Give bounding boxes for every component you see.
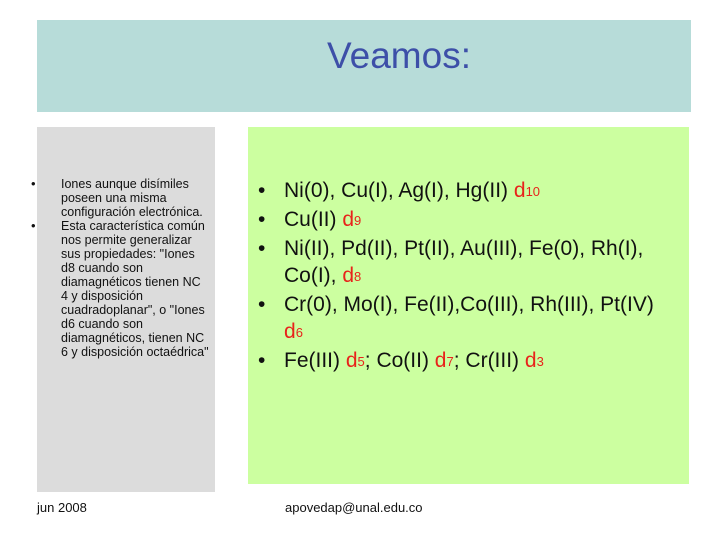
d-electron-label: $d_9$ [342, 208, 362, 231]
ion-list-text: Ni(II), Pd(II), Pt(II), Au(III), Fe(0), Rh(I), Co(I), [284, 237, 644, 287]
d-electron-count: 10 [525, 184, 541, 199]
left-bullet-text: Esta característica común nos permite generalizar sus propiedades: "Iones d8 cuando son diamagnéticos tienen NC 4 y disposición cuadradoplanar", o "Iones d6 cuando son diamagnéticos, tienen NC 6 y disposición octaédrica" [61, 219, 209, 359]
d-electron-label: $d_{10}$ [513, 179, 541, 202]
ion-list-text: Cu(II) [284, 208, 337, 231]
d-electron-count: 7 [446, 354, 454, 369]
d-electron-count: 8 [354, 269, 362, 284]
left-panel [31, 127, 215, 492]
bullet-icon: • [31, 218, 36, 233]
d-electron-label: $d_8$ [342, 264, 362, 287]
slide-title: Veamos: [327, 35, 471, 76]
ion-list-text: Cr(0), Mo(I), Fe(II),Co(III), Rh(III), Pt(IV) [284, 293, 654, 316]
footer-email: apovedap@unal.edu.co [285, 500, 423, 515]
ion-list-text: Cr(III) [465, 349, 520, 372]
d-electron-count: 3 [536, 354, 544, 369]
left-bullet-item [31, 176, 215, 219]
d-electron-count: 6 [295, 325, 303, 340]
bullet-icon: • [258, 208, 266, 231]
ion-list-text: Ni(0), Cu(I), Ag(I), Hg(II) [284, 179, 509, 202]
bullet-icon: • [258, 349, 266, 372]
right-bullet-item [258, 347, 678, 376]
separator: ; [364, 349, 371, 372]
d-electron-label: $d_6$ [284, 320, 303, 343]
left-bullet-item [31, 218, 215, 359]
right-bullet-item [258, 206, 678, 235]
d-electron-count: 9 [354, 213, 362, 228]
right-bullet-item [258, 291, 678, 347]
footer-date: jun 2008 [37, 500, 87, 515]
d-electron-label: $d_7$ [434, 349, 454, 372]
separator: ; [453, 349, 460, 372]
right-bullet-item [258, 235, 678, 291]
title-bar [37, 20, 691, 112]
bullet-icon: • [258, 179, 266, 202]
d-electron-count: 5 [357, 354, 365, 369]
bullet-icon: • [258, 237, 266, 260]
d-electron-label: $d_5$ [345, 349, 365, 372]
ion-list-text: Co(II) [376, 349, 429, 372]
bullet-icon: • [31, 176, 36, 191]
right-bullet-item [258, 177, 678, 206]
left-bullet-text: Iones aunque disímiles poseen una misma configuración electrónica. [61, 177, 203, 219]
right-panel [248, 127, 689, 484]
ion-list-text: Fe(III) [284, 349, 340, 372]
d-electron-label: $d_3$ [524, 349, 544, 372]
right-bullet-list [258, 177, 678, 376]
left-bullet-list [31, 176, 215, 359]
bullet-icon: • [258, 293, 266, 316]
